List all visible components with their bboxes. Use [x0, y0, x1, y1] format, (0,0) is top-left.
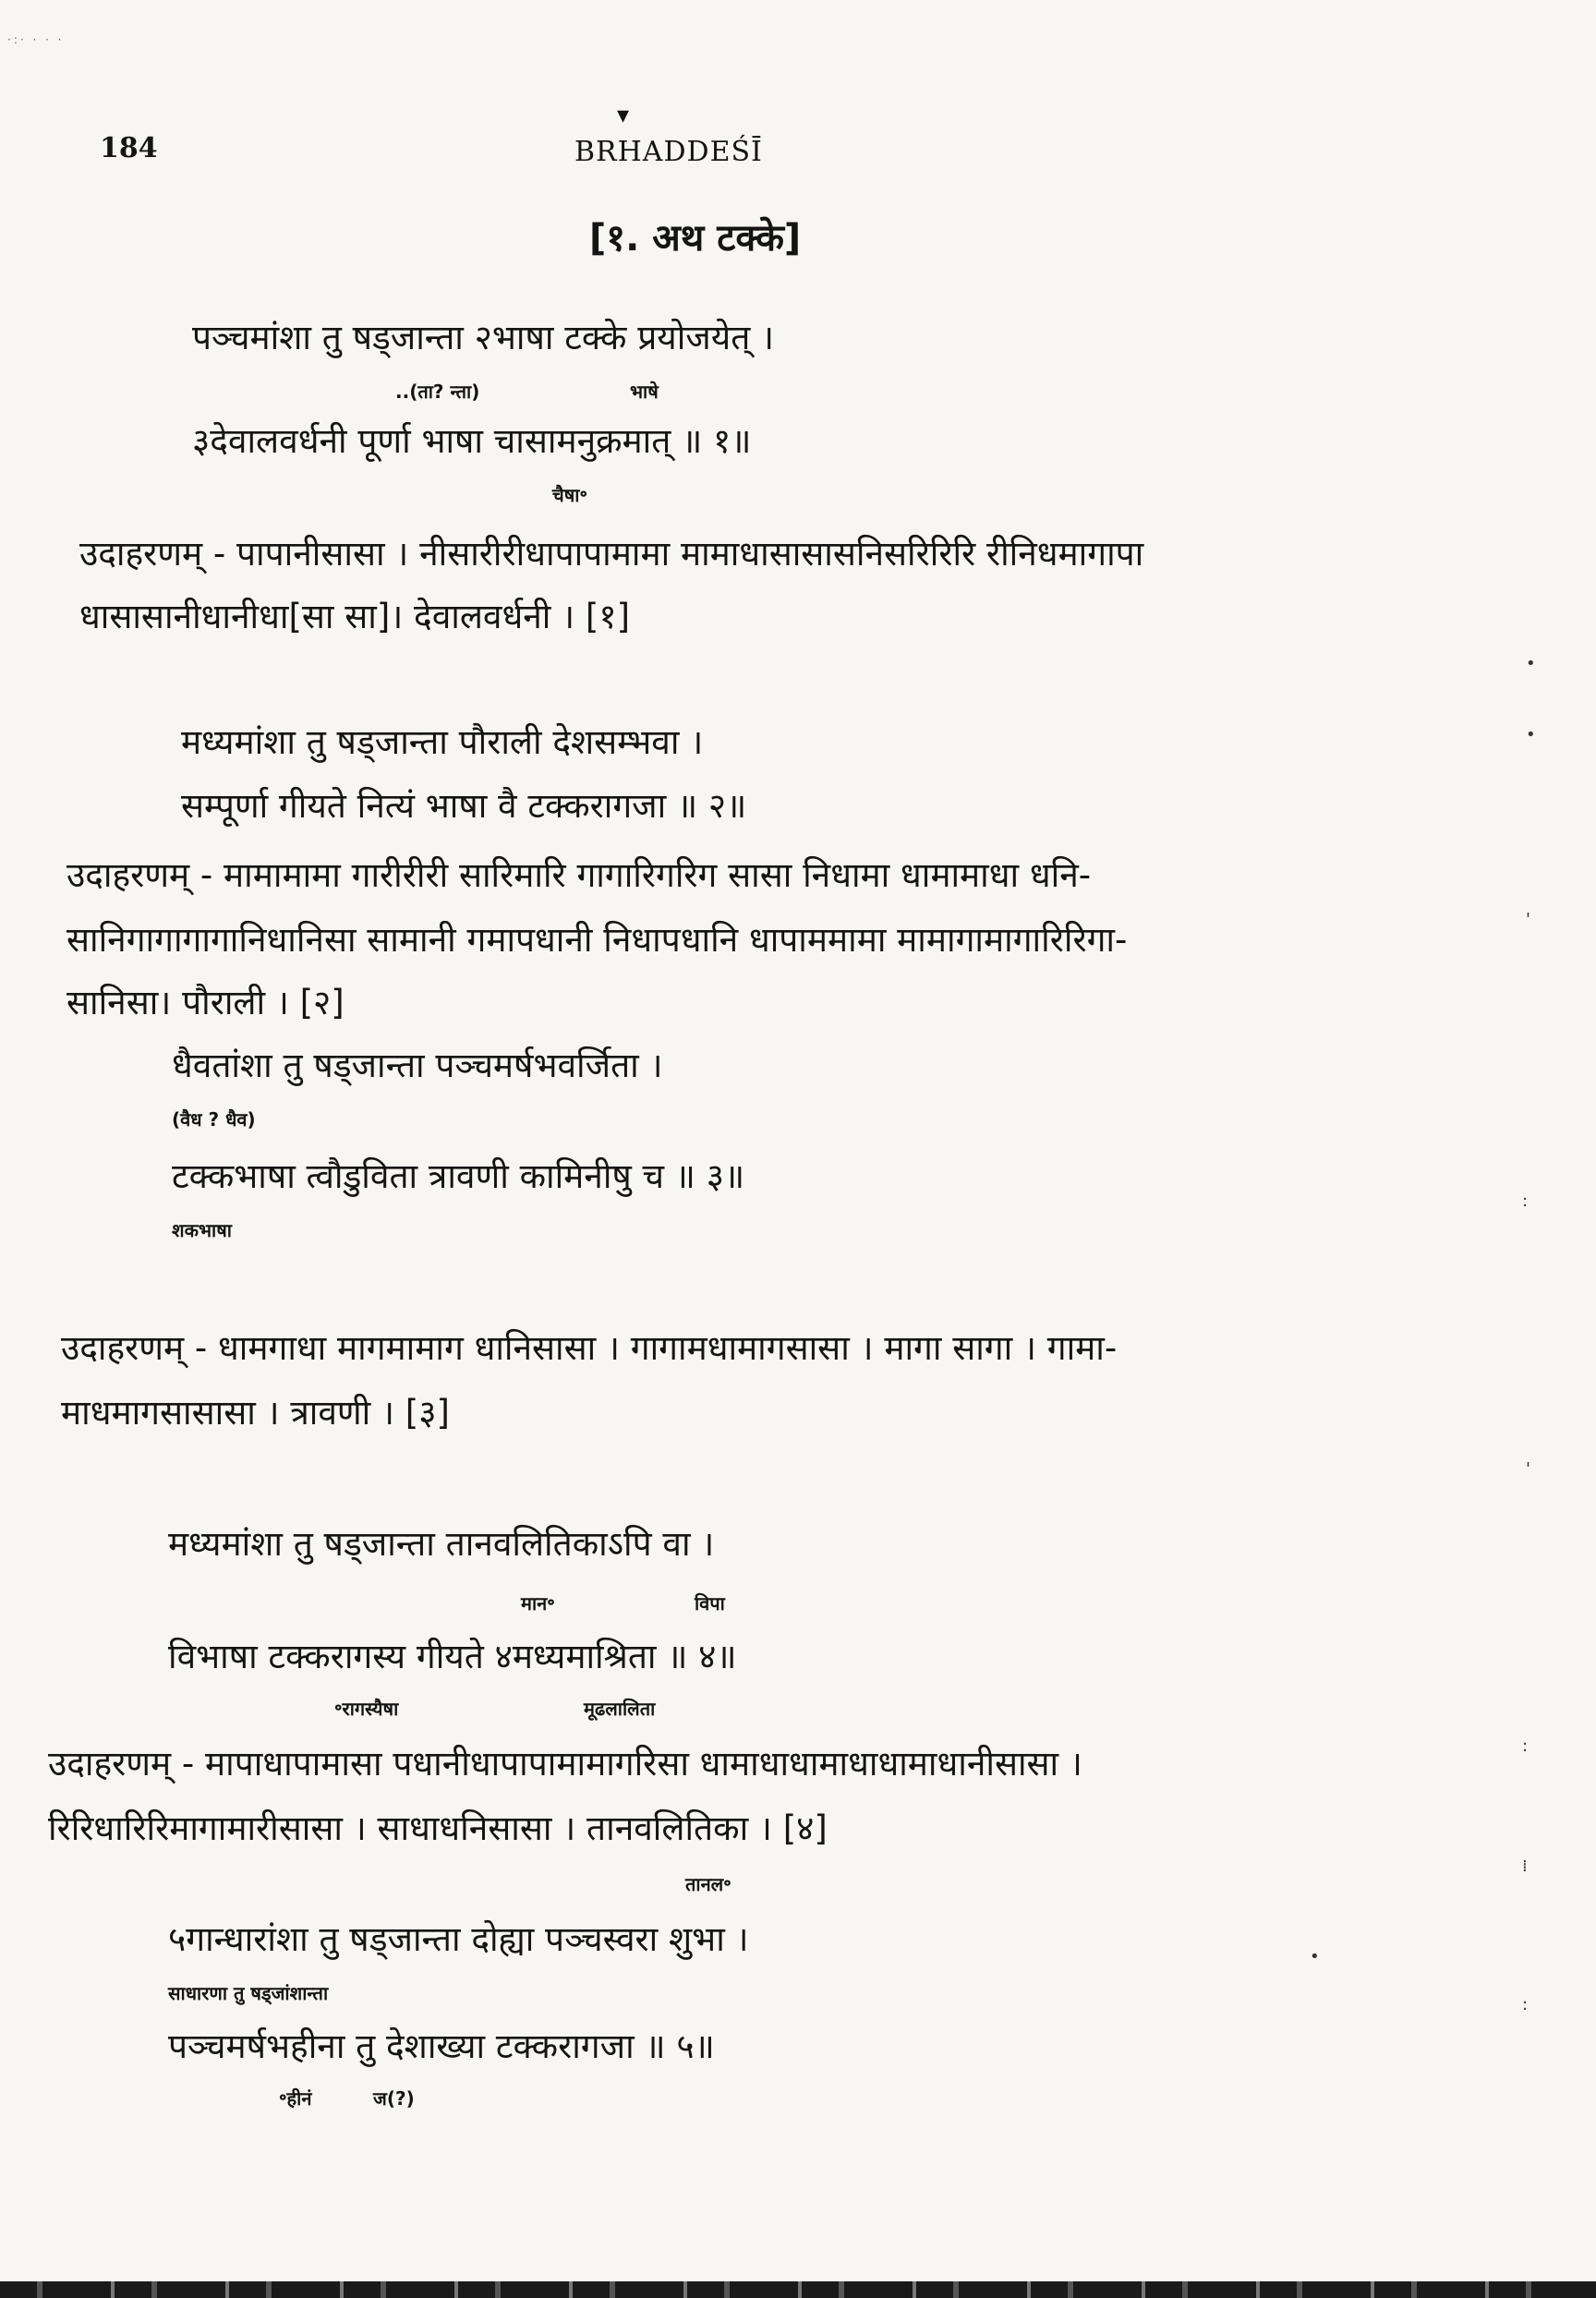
- scan-speck: :: [1522, 1191, 1529, 1211]
- verse-line: पञ्चमर्षभहीना तु देशाख्या टक्करागजा ॥ ५॥: [168, 2026, 715, 2066]
- example-line: उदाहरणम् - पापानीसासा । नीसारीरीधापापामामा मामाधासासासनिसरिरिरि रीनिधमागापा: [79, 534, 1144, 574]
- example-line: माधमागसासासा । त्रावणी । [३]: [61, 1393, 450, 1433]
- variant-note: (वैध ? धैव): [172, 1108, 256, 1131]
- variant-note: मान॰: [521, 1592, 555, 1615]
- variant-note: ज(?): [373, 2087, 415, 2110]
- scan-speck: ': [1526, 1459, 1530, 1479]
- variant-note: भाषे: [630, 381, 659, 403]
- variant-note: ॰रागस्यैषा: [334, 1698, 399, 1720]
- printer-mark: ▾: [617, 102, 630, 129]
- verse-line: धैवतांशा तु षड्जान्ता पञ्चमर्षभवर्जिता ।: [172, 1046, 663, 1085]
- verse-line: मध्यमांशा तु षड्जान्ता तानवलितिकाऽपि वा ।: [168, 1524, 715, 1564]
- example-line: सानिगागागागानिधानिसा सामानी गमापधानी निधापधानि धापाममामा मामागामागारिरिगा-: [66, 920, 1128, 960]
- scan-speck: ': [1526, 910, 1530, 929]
- scan-speck: :: [1522, 1736, 1529, 1756]
- variant-note: मूढलालिता: [584, 1698, 656, 1720]
- page-number: 184: [100, 132, 158, 164]
- example-line: रिरिधारिरिमागामारीसासा । साधाधनिसासा । तानवलितिका । [४]: [48, 1808, 828, 1848]
- variant-note: ..(ता? न्ता): [395, 381, 480, 403]
- section-title: [१. अथ टक्के]: [589, 217, 802, 260]
- example-line: उदाहरणम् - धामगाधा मागमामाग धानिसासा । गागामधामागसासा । मागा सागा । गामा-: [61, 1328, 1118, 1368]
- example-line: सानिसा। पौराली । [२]: [66, 983, 345, 1022]
- variant-note: तानल॰: [685, 1873, 732, 1895]
- scan-speck: :: [1522, 1995, 1529, 2014]
- scan-speck: ⁞: [1522, 1857, 1528, 1876]
- variant-note: ॰हीनं: [279, 2087, 312, 2110]
- verse-line: मध्यमांशा तु षड्जान्ता पौराली देशसम्भवा ।: [181, 722, 704, 762]
- variant-note: विपा: [695, 1592, 725, 1615]
- scan-artifact: ·:· · · ·: [7, 33, 65, 46]
- variant-note: साधारणा तु षड्जांशान्ता: [168, 1982, 329, 2004]
- scan-edge: [0, 2281, 1596, 2298]
- verse-line: पञ्चमांशा तु षड्जान्ता २भाषा टक्के प्रयोजयेत् ।: [192, 318, 775, 357]
- verse-line: टक्कभाषा त्वौडुविता त्रावणी कामिनीषु च ॥ ३॥: [172, 1156, 745, 1196]
- scan-speck: •: [1526, 654, 1536, 673]
- verse-line: ३देवालवर्धनी पूर्णा भाषा चासामनुक्रमात् ॥ १॥: [192, 421, 752, 461]
- verse-line: सम्पूर्णा गीयते नित्यं भाषा वै टक्करागजा ॥ २॥: [181, 786, 747, 826]
- running-head: BRHADDEŚĪ: [574, 136, 763, 168]
- example-line: उदाहरणम् - मामामामा गारीरीरी सारिमारि गागारिगरिग सासा निधामा धामामाधा धनि-: [66, 855, 1092, 895]
- verse-line: ५गान्धारांशा तु षड्जान्ता दोह्या पञ्चस्वरा शुभा ।: [168, 1919, 749, 1959]
- variant-note: शकभाषा: [172, 1219, 232, 1241]
- example-line: उदाहरणम् - मापाधापामासा पधानीधापापामामागरिसा धामाधाधामाधाधामाधानीसासा ।: [48, 1744, 1082, 1784]
- variant-note: चैषा॰: [552, 484, 587, 506]
- scan-speck: •: [1310, 1947, 1320, 1966]
- verse-line: विभाषा टक्करागस्य गीयते ४मध्यमाश्रिता ॥ ४॥: [168, 1637, 737, 1676]
- example-line: धासासानीधानीधा[सा सा]। देवालवर्धनी । [१]: [79, 597, 631, 636]
- scan-speck: •: [1526, 725, 1536, 744]
